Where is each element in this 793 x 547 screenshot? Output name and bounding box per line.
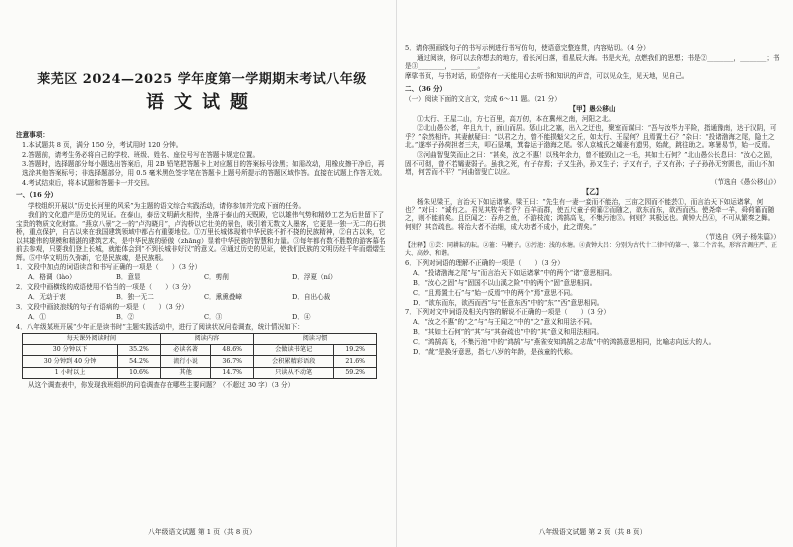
notes-label: 注意事项：	[16, 131, 49, 139]
option-b: B．“其如土石何”的“其”与“其奋疏也”中的“其”意义和用法相同。	[413, 328, 604, 337]
exam-subject-title: 语文试题	[146, 92, 258, 113]
option-a: A．格调（lào）	[28, 273, 76, 282]
table-cell: 1 小时以上	[23, 367, 118, 378]
note-item: 3.答题时，选择题部分每小题选出答案后，用 2B 铅笔把答题卡上对应题目的答案标号涂黑；如需改动，用橡皮擦干净后，再选涂其他答案标号；非选择题部分，用 0.5 毫米黑色签字笔在答题卡上题号所提示的答题区域作答。直接在试题上作答无效。	[22, 160, 387, 177]
table-row	[23, 367, 377, 378]
note-item: 2.答题前，请考生务必将自己的学校、班级、姓名、座位号写在答题卡规定位置。	[22, 150, 260, 159]
option-b: B．意显	[116, 273, 141, 282]
note-item: 4.考试结束后，将本试题和答题卡一并交回。	[22, 178, 154, 187]
option-c: C．“鸿鹄高飞，不集污池”中的“鸿鹄”与“燕雀安知鸿鹄之志哉”中的鸿鹄意思相同，比喻志向远大的人。	[413, 337, 716, 346]
question-3-stem: 3．文段中画波浪线的句子有语病的一项是（ ）（3 分）	[16, 303, 189, 311]
section2-sub: （一）阅读下面的文言文，完成 6～11 题。（21 分）	[405, 94, 561, 103]
option-a: A．“投诸渤海之尾”与“而言治天下如运诸掌”中的两个“诸”意思相同。	[413, 269, 617, 278]
table-cell: 30 分钟以下	[23, 345, 118, 356]
question-2-options	[16, 293, 388, 301]
table-cell: 59.2%	[334, 367, 377, 378]
table-cell: 10.6%	[118, 367, 161, 378]
page-footer-right: 八年级语文试题 第 2 页（共 8 页）	[538, 528, 647, 537]
table-header-cell: 阅读习惯	[254, 334, 377, 345]
annotations: 【注释】①芸：同耕耘的耘。②箠：马鞭子。③污池：浅的水塘。④黄钟大吕：分别为古代十二律中的第一、第二个音名，形容音调庄严、正大、高妙、和谐。	[405, 242, 778, 258]
section1-heading: 一、（16 分）	[16, 191, 58, 200]
jia-paragraph-3: ③河曲智叟笑而止之曰：“甚矣，汝之不惠！以残年余力，曾不能毁山之一毛，其如土石何？”北山愚公长息曰：“汝心之固，固不可彻，曾不若孀妻弱子。虽我之死，有子存焉；子又生孙，孙又生子；子又有子，子又有孙；子子孙孙无穷匮也，而山不加增，何苦而不平？”河曲智叟亡以应。	[405, 151, 777, 177]
option-d: D．④	[292, 312, 311, 321]
option-c: C．熏熏叠嶂	[204, 293, 243, 302]
option-d: D．“欲东而东，欲西而西”与“任意东西”中的“东”“西”意思相同。	[413, 298, 604, 307]
option-a: A．“汝之不惠”的“之”与“与王闻之”中的“之”意义和用法不同。	[413, 318, 597, 327]
table-cell: 21.6%	[334, 356, 377, 367]
yi-paragraph: 杨朱见梁王，言治天下如运诸掌。梁王曰：“先生有一妻一妾而不能治，三亩之园而不能芸①，而言治天下如运诸掌，何也？”对曰：“诚有之。君见其牧羊者乎？百羊而群，使五尺童子荷箠②而随之，欲东而东，欲西而西。使尧牵一羊，舜荷箠而随之，则不能前矣。且臣闻之：吞舟之鱼，不游枝流；鸿鹄高飞，不集污池③。何则？其极远也。黄钟大吕④，不可从繁奏之舞。何则？其音疏也。将治大者不治细，成大功者不成小，此之谓矣。”	[405, 197, 775, 231]
question-1-options	[16, 273, 388, 281]
jia-paragraph-2: ②北山愚公者，年且九十，面山而居。惩山北之塞，出入之迂也，聚室而谋曰：“吾与汝毕力平险，指通豫南，达于汉阴，可乎？”杂然相许。其妻献疑曰：“以君之力，曾不能损魁父之丘，如太行、王屋何？且焉置土石？”杂曰：“投诸渤海之尾，隐土之北。”遂率子孙荷担者三夫，叩石垦壤，箕畚运于渤海之尾。邻人京城氏之孀妻有遗男，始龀，跳往助之。寒暑易节，始一反焉。	[405, 124, 777, 150]
question-4-after: 从这个调查表中，你发现我班组织的问卷调查存在哪些主要问题？（不超过 30 字）（3 分）	[28, 380, 295, 389]
question-1-stem: 1．文段中加点的词语读音和书写正确的一项是（ ）（3 分）	[16, 263, 202, 272]
survey-table	[22, 333, 377, 379]
option-a: A．无动于衷	[28, 293, 66, 302]
table-cell: 19.2%	[334, 345, 377, 356]
option-d: D．浮夏（ní）	[292, 273, 337, 282]
page-footer-left: 八年级语文试题 第 1 页（共 8 页）	[148, 528, 256, 537]
table-cell: 35.2%	[118, 345, 161, 356]
survey-table-header	[23, 334, 377, 345]
table-cell: 只读从不动笔	[254, 367, 334, 378]
option-a: A．①	[28, 312, 46, 321]
question-6-stem: 6．下列对词语的理解不正确的一项是（ ）（3 分）	[405, 259, 564, 268]
page-divider	[396, 0, 397, 547]
option-b: B．独一无二	[116, 293, 154, 302]
question-5-tail: 摩挲书页，与书对话，盼望你有一天能用心去听书和知识的声音，可以见众生，见天地，见自己。	[405, 72, 689, 81]
table-header-cell: 每天课外阅读时间	[23, 334, 161, 345]
table-cell: 48.6%	[211, 345, 254, 356]
option-b: B．②	[116, 312, 135, 321]
jia-source: （节选自《愚公移山》）	[710, 177, 780, 186]
table-cell: 36.7%	[211, 356, 254, 367]
option-b: B．“汝心之固”与“固国不以山溪之险”中的两个“固”意思相同。	[413, 278, 597, 287]
jia-title: 【甲】愚公移山	[569, 104, 616, 113]
table-cell: 流行小说	[160, 356, 211, 367]
table-cell: 会积累精彩语段	[254, 356, 334, 367]
option-d: D．“龀”是换牙意思，指七八岁的年龄，是孩童的代称。	[413, 347, 577, 356]
question-4-stem: 4．八年级某班开展“少年正是读书时”主题实践活动中，进行了阅读状况问卷调查，统计情况如下：	[16, 322, 304, 331]
table-header-cell: 阅读内容	[160, 334, 253, 345]
question-2-stem: 2．文段中画横线的成语使用不恰当的一项是（ ）（3 分）	[16, 283, 195, 292]
option-d: D．自出心裁	[292, 293, 331, 302]
yi-source: （节选自《列子·杨朱篇》）	[702, 232, 780, 241]
table-cell: 必读名著	[160, 345, 211, 356]
question-5-body: 通过阅读，你可以去你想去的地方，看长河日落，看星辰大海。书是火光，点燃我们的思想；书是②________，________；书是③________，________。	[405, 53, 780, 71]
question-3-options	[16, 313, 388, 321]
table-row	[23, 345, 377, 356]
notes-block	[16, 131, 388, 391]
option-c: C．剪削	[204, 273, 229, 282]
table-cell: 14.7%	[211, 367, 254, 378]
question-7-stem: 7．下列对文中词语及相关内容的解说不正确的一项是（ ）（3 分）	[405, 308, 610, 317]
option-c: C．③	[204, 312, 223, 321]
table-cell: 其他	[160, 367, 211, 378]
exam-title: 莱芜区 2024—2025 学年度第一学期期末考试八年级	[37, 72, 367, 87]
yi-title: 【乙】	[582, 187, 603, 196]
section2-heading: 二、（36 分）	[405, 84, 447, 93]
jia-paragraph-1: ①太行、王屋二山，方七百里，高万仞，本在冀州之南，河阳之北。	[417, 114, 615, 123]
right-page	[405, 44, 780, 358]
option-c: C．“且焉置土石”与“始一反焉”中的两个“焉”意思不同。	[413, 288, 577, 297]
table-cell: 30 分钟到 40 分钟	[23, 356, 118, 367]
note-item: 1.本试题共 8 页，满分 150 分，考试用时 120 分钟。	[22, 140, 183, 149]
section1-intro: 学校组织开展以“历史长河里的风采”为主题的语文综合实践活动，请你参加并完成下面的任务。	[28, 201, 306, 210]
question-5-stem: 5．请你照画线句子的书写示例进行书写仿句，使语意完整连贯，内容贴切。（4 分）	[405, 44, 650, 52]
table-row	[23, 356, 377, 367]
section1-passage: 我们的文化遗产是历史的见证。在泰山，泰岳文明薪火相传，坐落于泰山的天贶殿，它以雄伟气势和精妙工艺为后世留下了宝贵的物质文化财富。“燕京八景”之一的“卢沟晓月”，卢沟桥以它壮美的景色，吸引着无数文人墨客，它更是一独一无二的石拱桥，重点保护，自古以来在我国建筑领域中都占有重要地位。①万里长城体现着中华民族不折不挠的民族精神，②自古以来，它以其雄伟的规模和精湛的建筑艺术，是中华民族的骄傲（zhāng）显着中华民族的智慧和力量。③每年都有数不胜数的游客慕名前去参观，只要我们登上长城，就能体会到“不到长城非好汉”的意义。④通过历史的见证，使我们民族的文明历经千年而熠熠生辉。⑤中华文明历久弥新，它是民族魂，是民族根。	[16, 211, 386, 262]
table-cell: 会做读书笔记	[254, 345, 334, 356]
table-cell: 54.2%	[118, 356, 161, 367]
